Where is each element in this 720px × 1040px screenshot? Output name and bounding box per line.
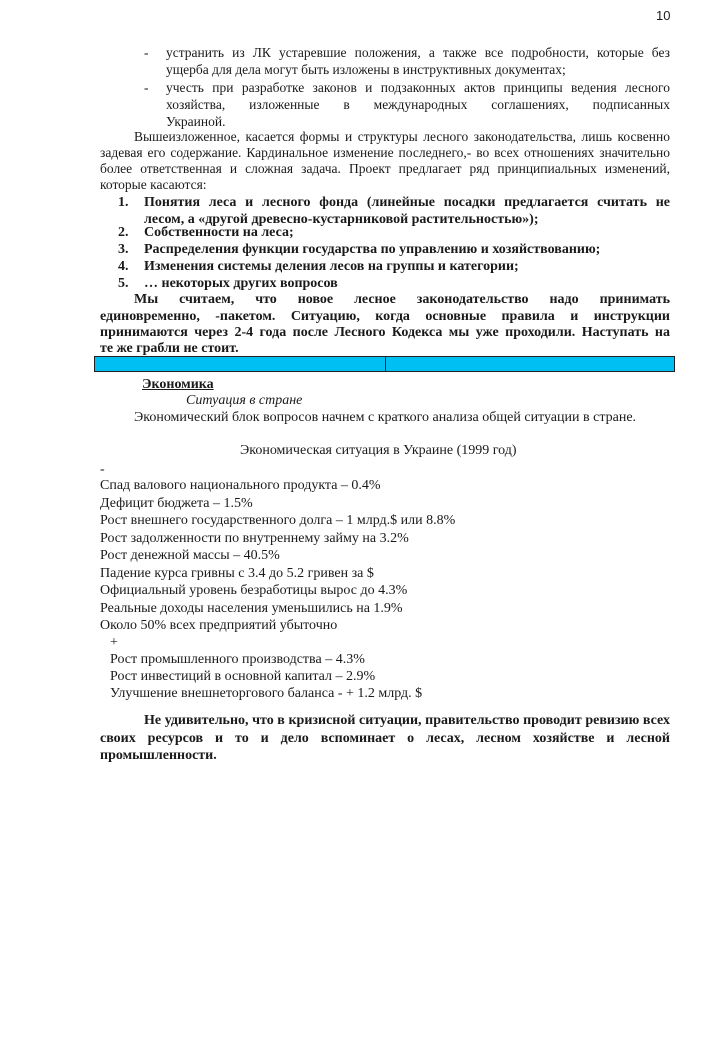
numbered-item-line: Собственности на леса; <box>144 225 294 240</box>
numbered-item-line: … некоторых других вопросов <box>144 276 338 291</box>
list-item: Рост инвестиций в основной капитал – 2.9% <box>110 669 376 684</box>
list-item: Около 50% всех предприятий убыточно <box>100 618 338 633</box>
bold-paragraph-line: единовременно, -пакетом. Ситуацию, когда основные правила и инструкции <box>100 309 670 324</box>
bullet-marker: - <box>144 45 149 60</box>
list-number: 5. <box>118 276 129 291</box>
subheading: Ситуация в стране <box>186 393 303 408</box>
closing-paragraph: Не удивительно, что в кризисной ситуации, правительство проводит ревизию всех своих ресурсов и то и дело вспоминает о лесах, лесном хозяйстве и лесной промышленности. <box>100 713 670 763</box>
separator-bar <box>94 356 675 372</box>
list-number: 3. <box>118 242 129 257</box>
list-item: Рост внешнего государственного долга – 1 млрд.$ или 8.8% <box>100 513 456 528</box>
bullet-line: Украиной. <box>166 114 226 129</box>
bold-paragraph-line: те же грабли не стоит. <box>100 341 239 356</box>
list-item: Рост промышленного производства – 4.3% <box>110 652 365 667</box>
numbered-item-line: лесом, а «другой древесно-кустарниковой растительностью»); <box>144 212 539 227</box>
list-item: Рост денежной массы – 40.5% <box>100 548 280 563</box>
list-item: Улучшение внешнеторгового баланса - + 1.2 млрд. $ <box>110 686 423 701</box>
bullet-line: хозяйства, изложенные в международных соглашениях, подписанных <box>166 97 670 112</box>
list-item: Официальный уровень безработицы вырос до 4.3% <box>100 583 408 598</box>
numbered-item-line: Распределения функции государства по управлению и хозяйствованию; <box>144 242 601 257</box>
list-number: 4. <box>118 259 129 274</box>
paragraph-line: более ответственная и сложная задача. Проект предлагает ряд принципиальных изменений, <box>100 161 670 176</box>
list-item: Реальные доходы населения уменьшились на 1.9% <box>100 601 403 616</box>
bullet-line: ущерба для дела могут быть изложены в инструктивных документах; <box>166 62 566 77</box>
list-item: Рост задолженности по внутреннему займу на 3.2% <box>100 531 409 546</box>
bullet-line: устранить из ЛК устаревшие положения, а также все подробности, которые без <box>166 45 670 60</box>
page-number: 10 <box>656 8 671 23</box>
paragraph-line: задевая его содержание. Кардинальное изменение последнего,- во всех отношениях значительно <box>100 145 670 160</box>
table-title: Экономическая ситуация в Украине (1999 год) <box>240 443 517 458</box>
paragraph-line: которые касаются: <box>100 177 207 192</box>
list-item: Спад валового национального продукта – 0.4% <box>100 478 381 493</box>
bold-paragraph-line: принимаются через 2-4 года после Лесного Кодекса мы уже проходили. Наступать на <box>100 325 670 340</box>
paragraph-line: Вышеизложенное, касается формы и структуры лесного законодательства, лишь косвенно <box>134 129 670 144</box>
intro-paragraph: Экономический блок вопросов начнем с краткого анализа общей ситуации в стране. <box>134 410 637 425</box>
section-heading: Экономика <box>142 377 214 392</box>
list-item: Дефицит бюджета – 1.5% <box>100 496 253 511</box>
separator-divider <box>385 357 386 371</box>
numbered-item-line: Изменения системы деления лесов на группы и категории; <box>144 259 519 274</box>
bold-paragraph-line: Мы считаем, что новое лесное законодательство надо принимать <box>134 292 670 307</box>
list-number: 1. <box>118 195 129 210</box>
list-item: Падение курса гривны с 3.4 до 5.2 гривен за $ <box>100 566 374 581</box>
negative-marker: - <box>100 462 105 477</box>
bullet-marker: - <box>144 80 149 95</box>
list-number: 2. <box>118 225 129 240</box>
numbered-item-line: Понятия леса и лесного фонда (линейные посадки предлагается считать не <box>144 195 670 210</box>
positive-marker: + <box>110 635 118 650</box>
bullet-line: учесть при разработке законов и подзаконных актов принципы ведения лесного <box>166 80 670 95</box>
